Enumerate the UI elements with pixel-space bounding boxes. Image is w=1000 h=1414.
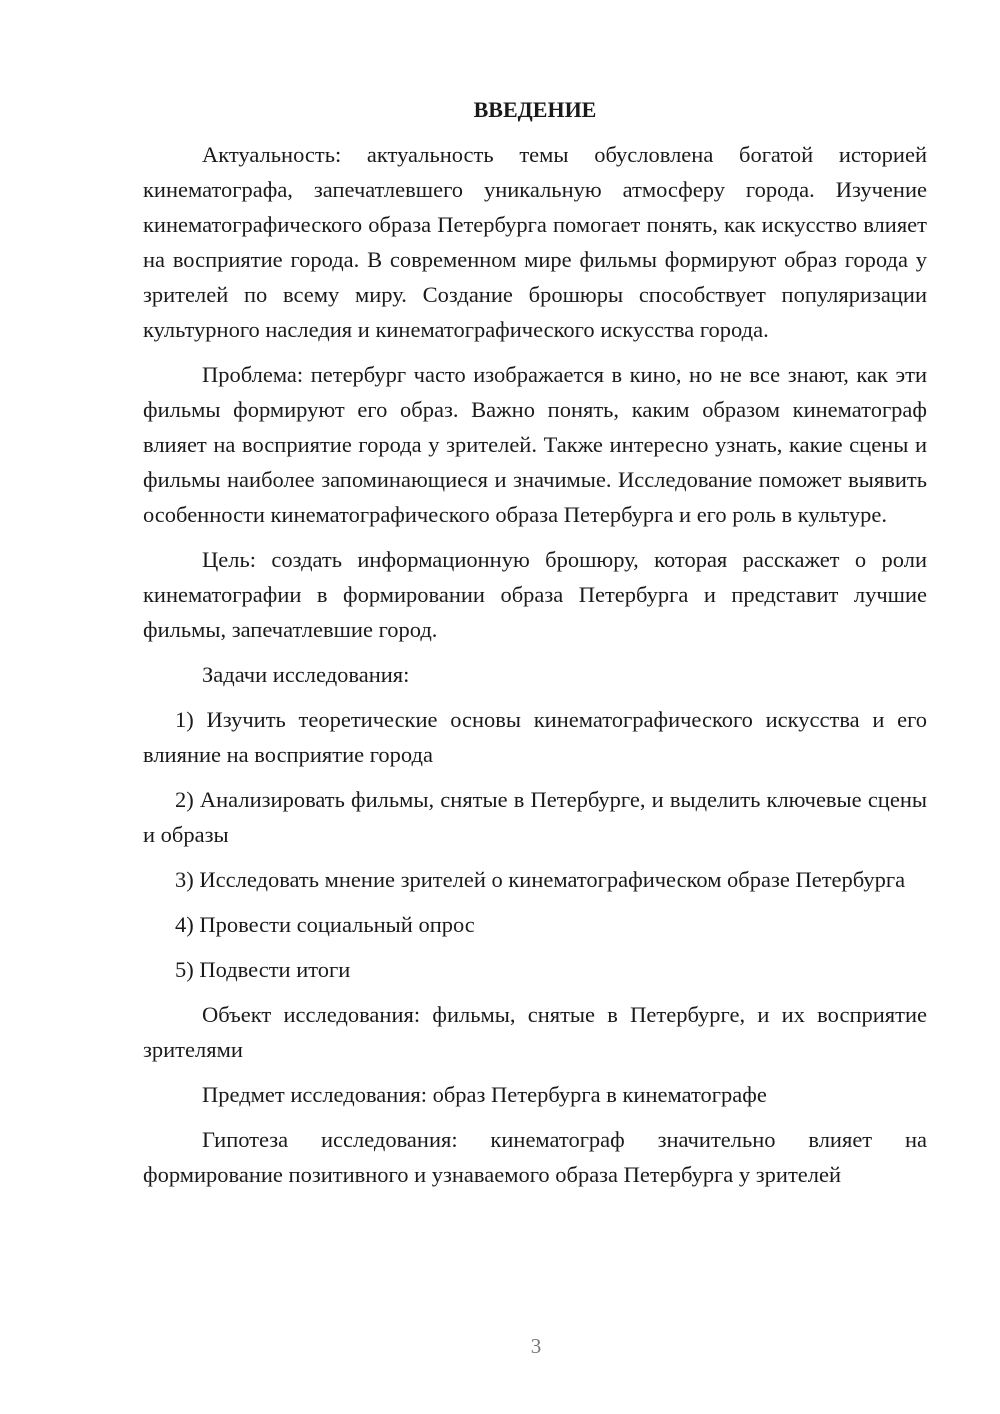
task-item-5: 5) Подвести итоги	[175, 957, 351, 982]
document-page	[143, 92, 927, 1192]
paragraph-goal: Цель: создать информационную брошюру, которая расскажет о роли кинематографии в формировании образа Петербурга и представит лучшие фильмы, запечатлевшие город.	[143, 547, 927, 642]
tasks-heading: Задачи исследования:	[202, 662, 410, 687]
paragraph-subject: Предмет исследования: образ Петербурга в кинематографе	[202, 1082, 767, 1107]
paragraph-relevance: Актуальность: актуальность темы обусловлена богатой историей кинематографа, запечатлевшего уникальную атмосферу города. Изучение кинематографического образа Петербурга помогает понять, как искусство влияет на восприятие города. В современном мире фильмы формируют образ города у зрителей по всему миру. Создание брошюры способствует популяризации культурного наследия и кинематографического искусства города.	[143, 142, 927, 342]
task-item-3: 3) Исследовать мнение зрителей о кинематографическом образе Петербурга	[175, 867, 906, 892]
paragraph-hypothesis: Гипотеза исследования: кинематограф значительно влияет на формирование позитивного и узнаваемого образа Петербурга у зрителей	[143, 1127, 927, 1187]
page-number: 3	[530, 1334, 542, 1358]
task-item-1: 1) Изучить теоретические основы кинематографического искусства и его влияние на восприятие города	[143, 707, 927, 767]
task-item-2: 2) Анализировать фильмы, снятые в Петербурге, и выделить ключевые сцены и образы	[143, 787, 927, 847]
paragraph-problem: Проблема: петербург часто изображается в кино, но не все знают, как эти фильмы формируют его образ. Важно понять, каким образом кинематограф влияет на восприятие города у зрителей. Также интересно узнать, какие сцены и фильмы наиболее запоминающиеся и значимые. Исследование поможет выявить особенности кинематографического образа Петербурга и его роль в культуре.	[143, 362, 927, 527]
section-title: ВВЕДЕНИЕ	[473, 97, 597, 122]
paragraph-object: Объект исследования: фильмы, снятые в Петербурге, и их восприятие зрителями	[143, 1002, 927, 1062]
task-item-4: 4) Провести социальный опрос	[175, 912, 475, 937]
